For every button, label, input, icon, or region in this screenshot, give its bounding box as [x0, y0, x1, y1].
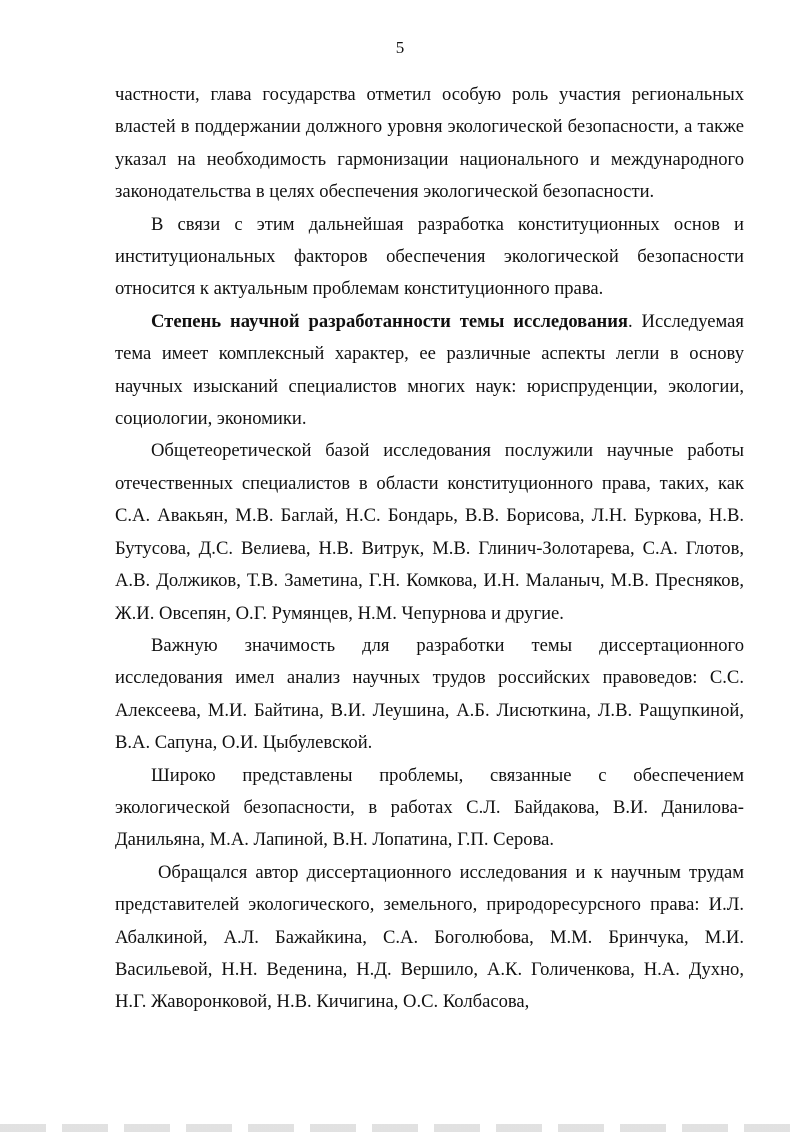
- paragraph-research-degree: [115, 306, 744, 436]
- paragraph-environmental-law-works: Обращался автор диссертационного исследования и к научным трудам представителей экологического, земельного, природоресурсного права: И.Л. Абалкиной, А.Л. Бажайкина, С.А. Боголюбова, М.М. Бринчука, М.И. Васильевой, Н.Н. Веденина, Н.Д. Вершило, А.К. Голиченкова, Н.А. Духно, Н.Г. Жаворонковой, Н.В. Кичигина, О.С. Колбасова,: [115, 861, 744, 1013]
- scan-bottom-edge: [0, 1124, 800, 1132]
- paragraph-continuation: частности, глава государства отметил особую роль участия региональных властей в поддержании должного уровня экологической безопасности, а также указал на необходимость гармонизации национального и международного законодательства в целях обеспечения экологической безопасности.: [115, 84, 744, 203]
- paragraph-theoretical-base: Общетеоретической базой исследования послужили научные работы отечественных специалистов в области конституционного права, таких, как С.А. Авакьян, М.В. Баглай, Н.С. Бондарь, В.В. Борисова, Л.Н. Буркова, Н.В. Бутусова, Д.С. Велиева, Н.В. Витрук, М.В. Глинич-Золотарева, С.А. Глотов, А.В. Должиков, Т.В. Заметина, Г.Н. Комкова, И.Н. Маланыч, М.В. Пресняков, Ж.И. Овсепян, О.Г. Румянцев, Н.М. Чепурнова и другие.: [115, 440, 744, 624]
- paragraph-ecological-security-works: Широко представлены проблемы, связанные с обеспечением экологической безопасности, в работах С.Л. Байдакова, В.И. Данилова-Данильяна, М.А. Лапиной, В.Н. Лопатина, Г.П. Серова.: [115, 764, 744, 851]
- document-body: [115, 79, 744, 1019]
- paragraph-research-degree-text: . Исследуемая тема имеет комплексный характер, ее различные аспекты легли в основу научных изысканий специалистов многих наук: юриспруденции, экологии, социологии, экономики.: [115, 310, 744, 430]
- section-heading-research-degree: Степень научной разработанности темы исследования: [151, 310, 628, 332]
- paragraph-legal-scholars: Важную значимость для разработки темы диссертационного исследования имел анализ научных трудов российских правоведов: С.С. Алексеева, М.И. Байтина, В.И. Леушина, А.Б. Лисюткина, Л.В. Ращупкиной, В.А. Сапуна, О.И. Цыбулевской.: [115, 634, 744, 754]
- paragraph-relevance: В связи с этим дальнейшая разработка конституционных основ и институциональных факторов обеспечения экологической безопасности относится к актуальным проблемам конституционного права.: [115, 213, 744, 300]
- page-number: 5: [395, 38, 405, 57]
